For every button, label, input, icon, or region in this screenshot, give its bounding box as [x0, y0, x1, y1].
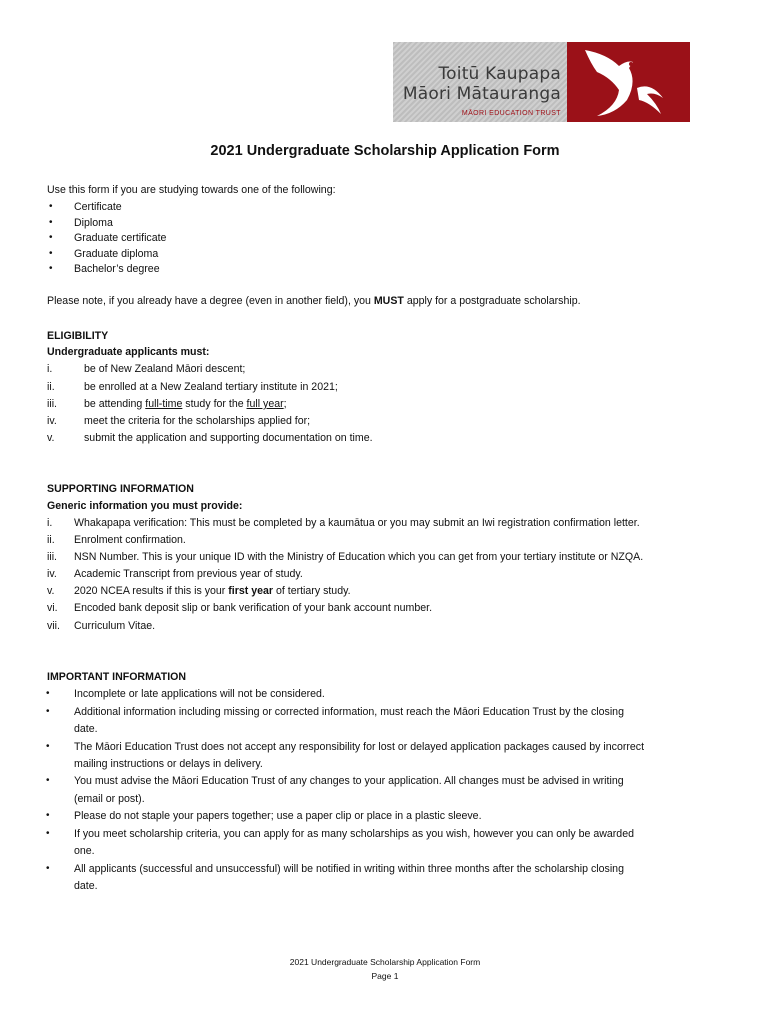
- bullet-icon: •: [49, 232, 53, 243]
- list-numeral: v.: [47, 432, 55, 444]
- bullet-icon: •: [49, 201, 53, 212]
- intro-text: Use this form if you are studying towards one of the following:: [47, 184, 336, 196]
- bullet-icon: •: [46, 741, 50, 752]
- bullet-icon: •: [46, 810, 50, 821]
- bullet-icon: •: [46, 828, 50, 839]
- logo-line1: Toitū Kaupapa: [438, 64, 561, 84]
- supporting-heading: SUPPORTING INFORMATION: [47, 483, 194, 495]
- eligibility-item: meet the criteria for the scholarships applied for;: [84, 415, 311, 427]
- important-line: Additional information including missing or corrected information, must reach the Māori Education Trust by the closing: [74, 706, 624, 718]
- study-type-item: Diploma: [74, 217, 113, 229]
- bold-text: first year: [228, 585, 274, 597]
- important-line: Please do not staple your papers together; use a paper clip or place in a plastic sleeve.: [74, 810, 482, 822]
- page-number: Page 1: [371, 971, 399, 981]
- list-numeral: iv.: [47, 415, 57, 427]
- important-line: one.: [74, 845, 95, 857]
- supporting-text: of tertiary study.: [273, 585, 351, 597]
- study-type-item: Graduate certificate: [74, 232, 167, 244]
- important-line: You must advise the Māori Education Trust of any changes to your application. All changes must be advised in writing: [74, 775, 624, 787]
- eligibility-text: ;: [283, 398, 287, 410]
- list-numeral: iii.: [47, 398, 58, 410]
- important-line: mailing instructions or delays in delivery.: [74, 758, 263, 770]
- important-line: If you meet scholarship criteria, you can apply for as many scholarships as you wish, however you can only be awarded: [74, 828, 634, 840]
- supporting-item: Academic Transcript from previous year of study.: [74, 568, 303, 580]
- logo-wordmark: [393, 42, 567, 122]
- eligibility-item: be of New Zealand Māori descent;: [84, 363, 246, 375]
- logo-line2: Māori Mātauranga: [402, 84, 561, 104]
- degree-note: [47, 293, 581, 310]
- list-numeral: vii.: [47, 620, 60, 632]
- list-numeral: v.: [47, 585, 55, 597]
- bird-emblem-icon: [567, 42, 690, 122]
- underlined-text: full year: [246, 398, 284, 410]
- list-numeral: i.: [47, 363, 53, 375]
- bullet-icon: •: [46, 706, 50, 717]
- eligibility-item: [84, 396, 287, 413]
- supporting-text: 2020 NCEA results if this is your: [74, 585, 229, 597]
- study-type-item: Graduate diploma: [74, 248, 159, 260]
- note-emphasis: MUST: [373, 295, 404, 307]
- supporting-subheading: Generic information you must provide:: [47, 500, 243, 512]
- bullet-icon: •: [46, 863, 50, 874]
- mEt-logo: [393, 42, 690, 122]
- important-line: All applicants (successful and unsuccessful) will be notified in writing within three months after the scholarship closing: [74, 863, 624, 875]
- eligibility-text: study for the: [182, 398, 247, 410]
- footer-title: 2021 Undergraduate Scholarship Application Form: [289, 957, 481, 967]
- eligibility-heading: ELIGIBILITY: [47, 330, 109, 342]
- list-numeral: vi.: [47, 602, 58, 614]
- bullet-icon: •: [49, 217, 53, 228]
- supporting-item: Enrolment confirmation.: [74, 534, 186, 546]
- study-type-item: Bachelor’s degree: [74, 263, 160, 275]
- logo-subtitle: MĀORI EDUCATION TRUST: [461, 110, 561, 117]
- list-numeral: ii.: [47, 381, 55, 393]
- bullet-icon: •: [49, 263, 53, 274]
- eligibility-subheading: Undergraduate applicants must:: [47, 346, 210, 358]
- list-numeral: iv.: [47, 568, 57, 580]
- bullet-icon: •: [46, 688, 50, 699]
- supporting-item: Whakapapa verification: This must be completed by a kaumātua or you may submit an Iwi registration confirmation letter.: [74, 517, 640, 529]
- list-numeral: i.: [47, 517, 53, 529]
- form-title: 2021 Undergraduate Scholarship Application Form: [210, 143, 560, 159]
- study-type-item: Certificate: [74, 201, 122, 213]
- underlined-text: full-time: [145, 398, 183, 410]
- list-numeral: iii.: [47, 551, 58, 563]
- important-line: The Māori Education Trust does not accept any responsibility for lost or delayed application packages caused by incorrect: [74, 741, 645, 753]
- eligibility-item: submit the application and supporting documentation on time.: [84, 432, 373, 444]
- important-line: date.: [74, 723, 98, 735]
- important-line: Incomplete or late applications will not be considered.: [74, 688, 325, 700]
- note-text: apply for a postgraduate scholarship.: [403, 295, 581, 307]
- eligibility-item: be enrolled at a New Zealand tertiary institute in 2021;: [84, 381, 338, 393]
- list-numeral: ii.: [47, 534, 55, 546]
- important-line: (email or post).: [74, 793, 145, 805]
- note-text: Please note, if you already have a degree (even in another field), you: [47, 295, 374, 307]
- bullet-icon: •: [49, 248, 53, 259]
- important-heading: IMPORTANT INFORMATION: [47, 671, 187, 683]
- supporting-item: NSN Number. This is your unique ID with the Ministry of Education which you can get from your tertiary institute or NZQA.: [74, 551, 644, 563]
- eligibility-text: be attending: [84, 398, 146, 410]
- supporting-item: Curriculum Vitae.: [74, 620, 156, 632]
- bullet-icon: •: [46, 775, 50, 786]
- supporting-item: Encoded bank deposit slip or bank verification of your bank account number.: [74, 602, 433, 614]
- supporting-item: [74, 583, 351, 600]
- important-line: date.: [74, 880, 98, 892]
